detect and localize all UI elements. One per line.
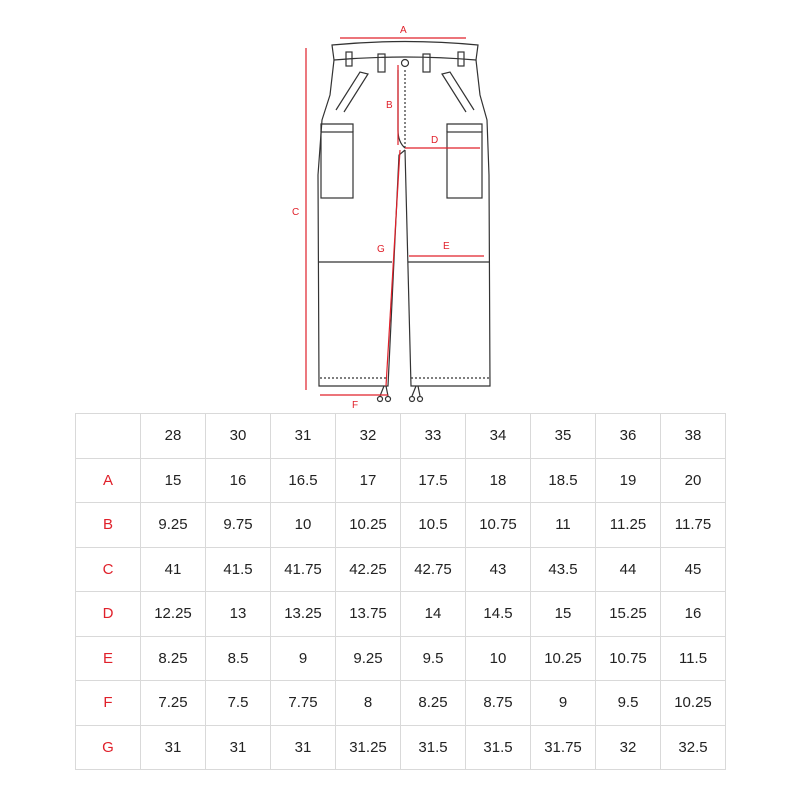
measurement-cell: 9.5 [596, 681, 661, 726]
table-row [76, 681, 726, 726]
measurement-cell: 17 [336, 458, 401, 503]
measurement-cell: 31.75 [531, 725, 596, 770]
label-g: G [377, 244, 385, 255]
measurement-cell: 10.25 [531, 636, 596, 681]
row-label-cell: C [76, 547, 141, 592]
size-header-cell: 36 [596, 414, 661, 459]
measurement-cell: 15 [531, 592, 596, 637]
measurement-cell: 12.25 [141, 592, 206, 637]
table-row [76, 458, 726, 503]
measurement-cell: 13 [206, 592, 271, 637]
measurement-cell: 8.25 [141, 636, 206, 681]
measurement-cell: 10 [466, 636, 531, 681]
label-b: B [386, 100, 393, 111]
measurement-cell: 45 [661, 547, 726, 592]
table-row [76, 592, 726, 637]
measurement-cell: 19 [596, 458, 661, 503]
table-header-row [76, 414, 726, 459]
measurement-cell: 10.25 [661, 681, 726, 726]
measurement-cell: 13.25 [271, 592, 336, 637]
measurement-cell: 15 [141, 458, 206, 503]
measurement-cell: 42.25 [336, 547, 401, 592]
table-row [76, 547, 726, 592]
measurement-cell: 31.5 [466, 725, 531, 770]
measurement-cell: 11 [531, 503, 596, 548]
measurement-cell: 31.25 [336, 725, 401, 770]
measurement-cell: 31 [141, 725, 206, 770]
measurement-cell: 20 [661, 458, 726, 503]
measurement-cell: 10.75 [596, 636, 661, 681]
measurement-cell: 17.5 [401, 458, 466, 503]
measurement-cell: 9 [271, 636, 336, 681]
measurement-cell: 14 [401, 592, 466, 637]
measurement-cell: 8.75 [466, 681, 531, 726]
size-header-cell: 30 [206, 414, 271, 459]
measurement-cell: 44 [596, 547, 661, 592]
measurement-cell: 16 [661, 592, 726, 637]
measurement-cell: 7.5 [206, 681, 271, 726]
measurement-cell: 14.5 [466, 592, 531, 637]
measurement-cell: 8 [336, 681, 401, 726]
measurement-cell: 13.75 [336, 592, 401, 637]
measurement-labels [292, 25, 450, 410]
label-f: F [352, 400, 359, 410]
measurement-cell: 31.5 [401, 725, 466, 770]
measurement-cell: 18.5 [531, 458, 596, 503]
measurement-cell: 9.5 [401, 636, 466, 681]
measurement-cell: 43 [466, 547, 531, 592]
table-row [76, 725, 726, 770]
measurement-cell: 31 [206, 725, 271, 770]
table-row [76, 636, 726, 681]
measurement-cell: 7.75 [271, 681, 336, 726]
measurement-cell: 8.5 [206, 636, 271, 681]
measurement-cell: 9.75 [206, 503, 271, 548]
label-a: A [400, 25, 407, 36]
label-c: C [292, 207, 300, 218]
size-header-cell: 34 [466, 414, 531, 459]
measurement-cell: 43.5 [531, 547, 596, 592]
row-label-cell: E [76, 636, 141, 681]
size-header-cell: 31 [271, 414, 336, 459]
label-e: E [443, 241, 450, 252]
measurement-cell: 9.25 [141, 503, 206, 548]
size-header-cell: 32 [336, 414, 401, 459]
label-d: D [431, 135, 439, 146]
measure-line-g [386, 150, 400, 386]
row-label-cell: A [76, 458, 141, 503]
pants-outline [318, 42, 490, 402]
measurement-cell: 8.25 [401, 681, 466, 726]
size-chart-table [75, 413, 726, 770]
measurement-lines [306, 38, 484, 395]
header-corner-cell [76, 414, 141, 459]
measurement-cell: 42.75 [401, 547, 466, 592]
row-label-cell: G [76, 725, 141, 770]
row-label-cell: F [76, 681, 141, 726]
measurement-cell: 10.25 [336, 503, 401, 548]
measurement-cell: 41.5 [206, 547, 271, 592]
measurement-cell: 32.5 [661, 725, 726, 770]
row-label-cell: D [76, 592, 141, 637]
measurement-cell: 10.5 [401, 503, 466, 548]
measurement-cell: 10.75 [466, 503, 531, 548]
size-header-cell: 28 [141, 414, 206, 459]
measurement-cell: 41 [141, 547, 206, 592]
measurement-cell: 41.75 [271, 547, 336, 592]
measurement-cell: 9.25 [336, 636, 401, 681]
size-header-cell: 38 [661, 414, 726, 459]
measurement-cell: 11.25 [596, 503, 661, 548]
table-row [76, 503, 726, 548]
measurement-cell: 9 [531, 681, 596, 726]
size-header-cell: 35 [531, 414, 596, 459]
measurement-cell: 18 [466, 458, 531, 503]
measurement-cell: 16.5 [271, 458, 336, 503]
measurement-cell: 32 [596, 725, 661, 770]
measurement-cell: 31 [271, 725, 336, 770]
measurement-cell: 15.25 [596, 592, 661, 637]
measurement-cell: 11.5 [661, 636, 726, 681]
row-label-cell: B [76, 503, 141, 548]
measurement-cell: 11.75 [661, 503, 726, 548]
size-header-cell: 33 [401, 414, 466, 459]
measurement-cell: 7.25 [141, 681, 206, 726]
measurement-cell: 10 [271, 503, 336, 548]
measurement-cell: 16 [206, 458, 271, 503]
